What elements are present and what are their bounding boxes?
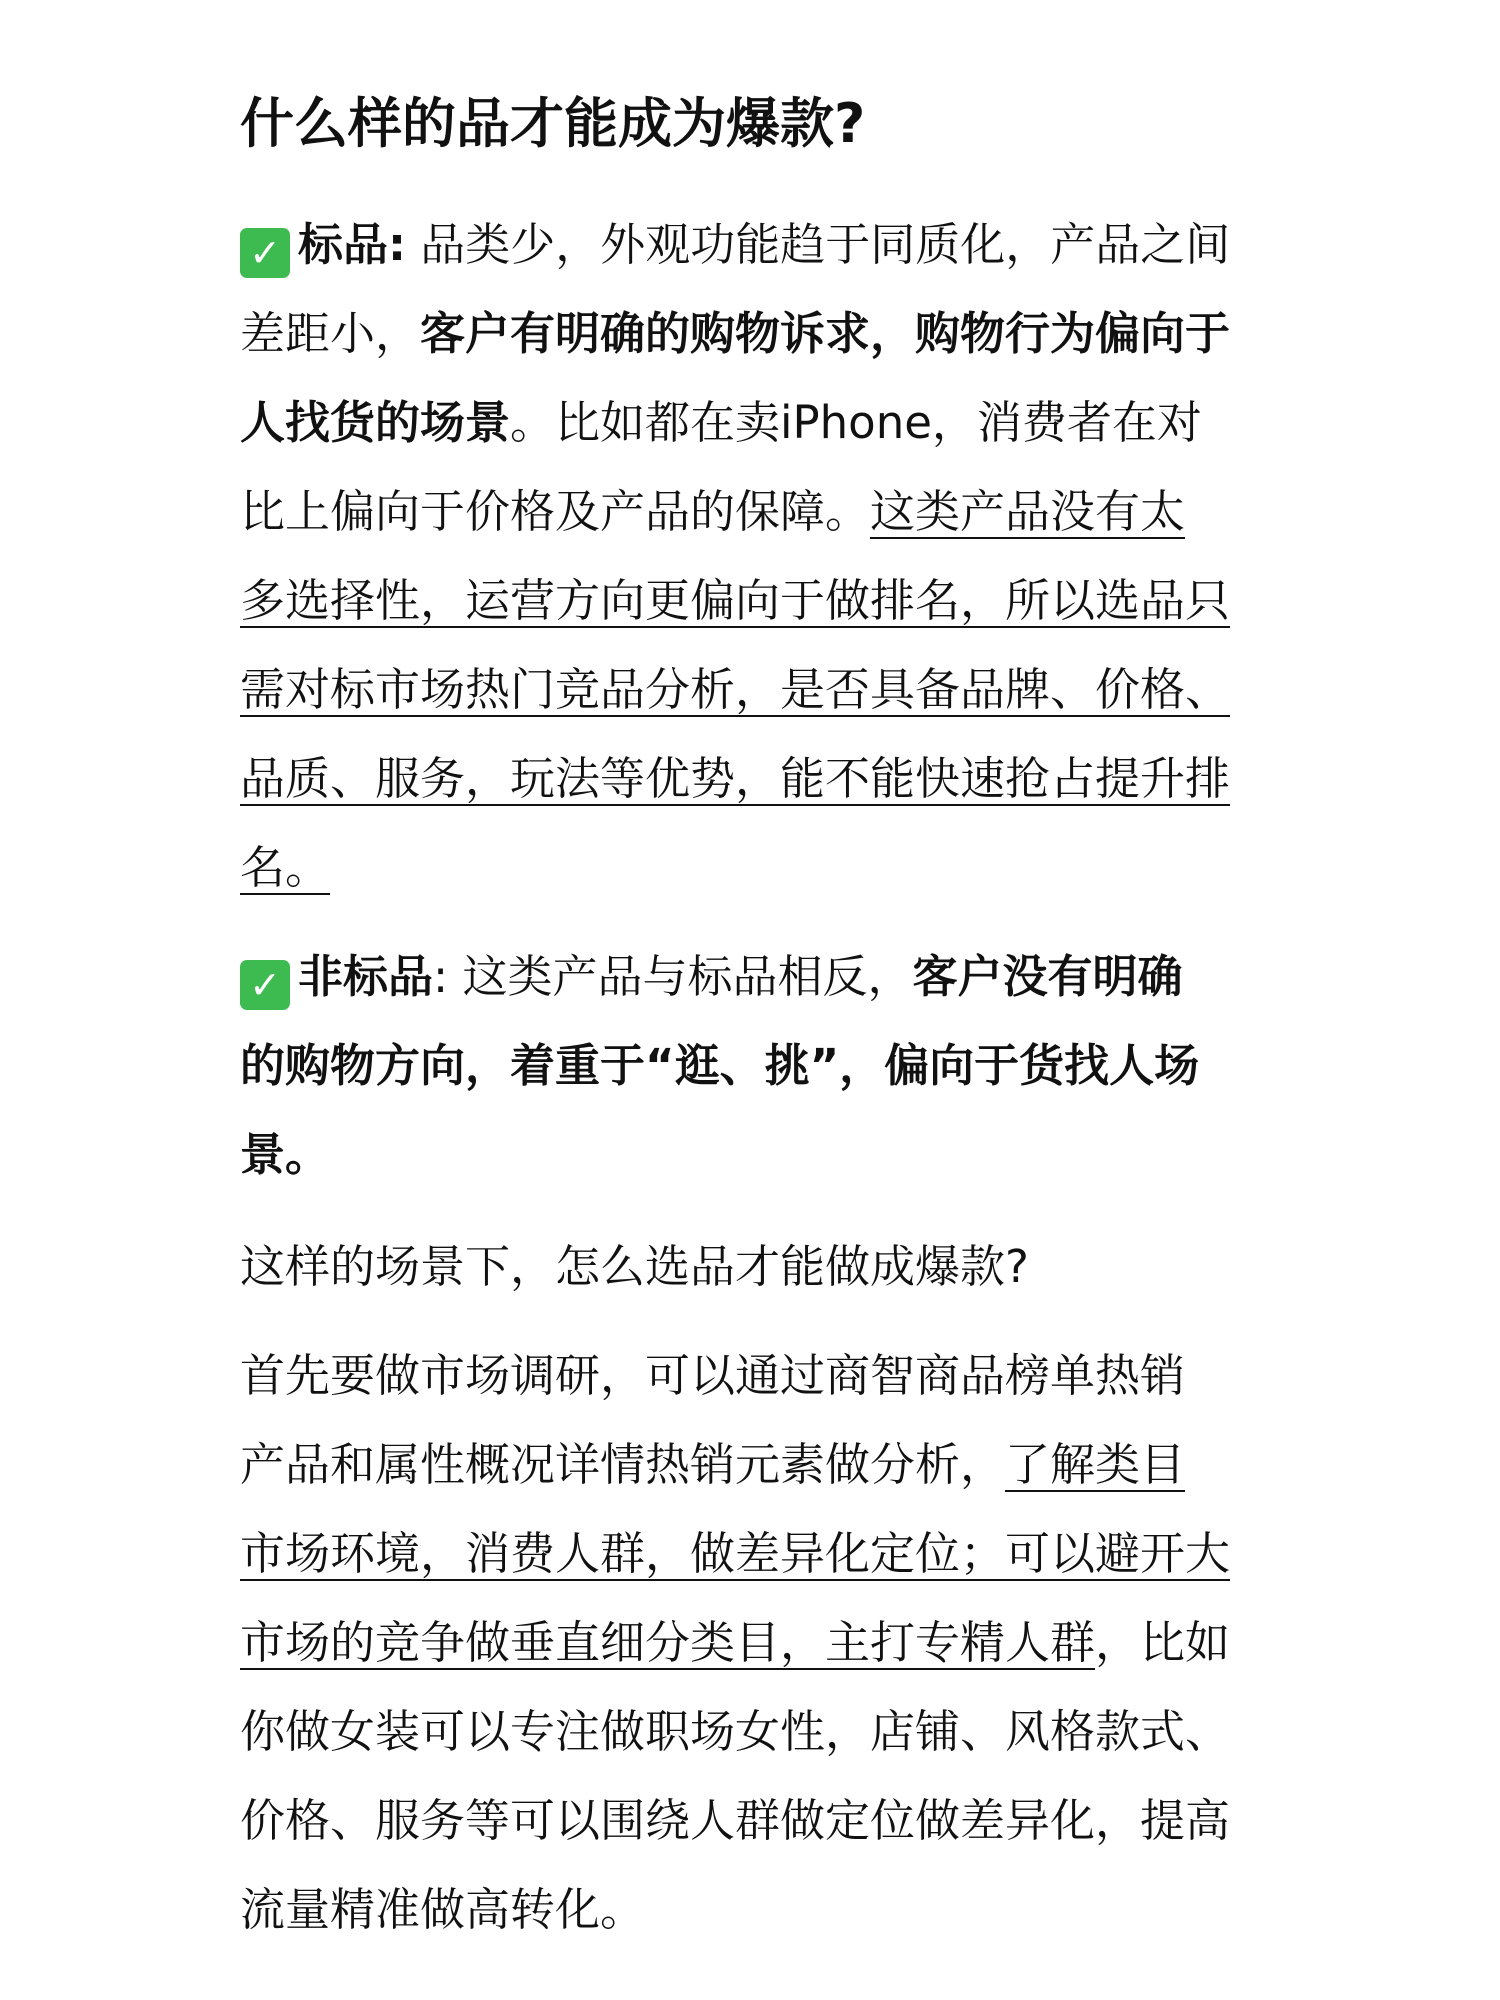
question-paragraph — [240, 1222, 1300, 1311]
paragraph-line: 价格、服务等可以围绕人群做定位做差异化，提高 — [240, 1794, 1231, 1847]
underlined-span: 多选择性，运营方向更偏向于做排名，所以选品只 — [240, 574, 1231, 627]
page-title: 什么样的品才能成为爆款? — [240, 92, 866, 155]
underlined-span: 名。 — [240, 841, 331, 894]
paragraph-line: 流量精准做高转化。 — [240, 1883, 646, 1936]
answer-paragraph — [240, 1331, 1300, 1954]
bold-span: 客户有明确的购物诉求，购物行为偏向于 — [420, 307, 1231, 360]
paragraph-line: 你做女装可以专注做职场女性，店铺、风格款式、 — [240, 1705, 1231, 1758]
text-span: 产品和属性概况详情热销元素做分析， — [240, 1438, 1006, 1491]
paragraph-line — [240, 1420, 1300, 1509]
text-span: 比上偏向于价格及产品的保障。 — [240, 485, 871, 538]
underlined-span: 这类产品没有太 — [870, 485, 1186, 538]
paragraph-line — [240, 1021, 1300, 1110]
text-span: ，比如 — [1095, 1616, 1231, 1669]
paragraph-line: 首先要做市场调研，可以通过商智商品榜单热销 — [240, 1349, 1186, 1402]
underlined-span: 市场环境，消费人群，做差异化定位；可以避开大 — [240, 1527, 1231, 1580]
paragraph-line — [240, 932, 1300, 1021]
paragraph-line: 这样的场景下，怎么选品才能做成爆款? — [240, 1240, 1029, 1293]
bold-span: 的购物方向，着重于“逛、挑”，偏向于货找人场 — [240, 1039, 1200, 1092]
text-span: 差距小， — [240, 307, 421, 360]
bold-span: 人找货的场景 — [240, 396, 511, 449]
term-nonstandard: 非标品 — [298, 950, 434, 1003]
underlined-span: 了解类目 — [1005, 1438, 1186, 1491]
paragraph-line — [240, 645, 1300, 734]
term-standard: 标品: — [298, 218, 406, 271]
standard-product-section — [240, 200, 1300, 912]
bold-span: 客户没有明确 — [912, 950, 1183, 1003]
paragraph-line — [240, 734, 1300, 823]
paragraph-line — [240, 1110, 1300, 1199]
nonstandard-product-section — [240, 932, 1300, 1199]
paragraph-line — [240, 378, 1300, 467]
underlined-span: 品质、服务，玩法等优势，能不能快速抢占提升排 — [240, 752, 1231, 805]
paragraph-line — [240, 556, 1300, 645]
paragraph-line — [240, 823, 1300, 912]
paragraph-line — [240, 1509, 1300, 1598]
check-mark-icon: ✓ — [240, 228, 290, 278]
bold-span: 景。 — [240, 1128, 331, 1181]
text-span: 。比如都在卖iPhone，消费者在对 — [510, 396, 1202, 449]
paragraph-line — [240, 289, 1300, 378]
paragraph-line — [240, 467, 1300, 556]
text-span: 品类少，外观功能趋于同质化，产品之间 — [406, 218, 1231, 271]
text-span: : 这类产品与标品相反， — [433, 950, 913, 1003]
paragraph-line — [240, 1598, 1300, 1687]
paragraph-line — [240, 200, 1300, 289]
underlined-span: 市场的竞争做垂直细分类目，主打专精人群 — [240, 1616, 1096, 1669]
underlined-span: 需对标市场热门竞品分析，是否具备品牌、价格、 — [240, 663, 1231, 716]
check-mark-icon: ✓ — [240, 960, 290, 1010]
